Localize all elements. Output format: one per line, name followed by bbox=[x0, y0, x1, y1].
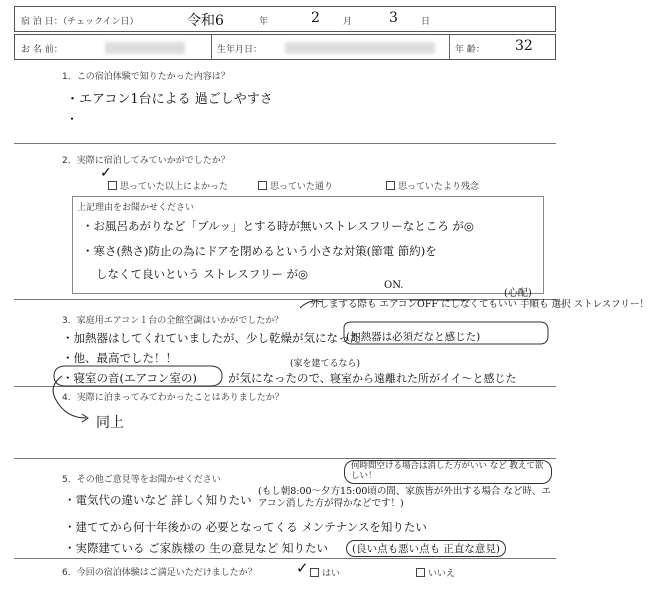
q1-question: 1．この宿泊体験で知りたかった内容は？ bbox=[62, 72, 230, 82]
annotation-oval-aircon bbox=[54, 366, 222, 386]
name-label: お 名 前： bbox=[21, 45, 63, 55]
month-value: 2 bbox=[311, 10, 320, 26]
q3-line3-suffix: 寝室から遠離れた所がイイ〜と感じた bbox=[330, 372, 517, 385]
q6-checkmark: ✓ bbox=[296, 559, 309, 577]
annotation-arrow bbox=[300, 301, 322, 308]
q2-question: 2．実際に宿泊してみていかがでしたか？ bbox=[62, 156, 230, 166]
stay-date-label: 宿 泊 日：（チェックイン日） bbox=[21, 17, 139, 27]
q5-line1-note: (もし朝8:00〜夕方15:00頃の間、家族皆が外出する場合 など時、エアコン消した方が得かなどです！) bbox=[258, 486, 551, 509]
q3-line1: ・加熱器はしてくれていましたが、少し乾燥が気になった bbox=[62, 331, 361, 345]
year-label: 年 bbox=[259, 17, 269, 27]
month-label: 月 bbox=[343, 17, 353, 27]
q4-answer: 同上 bbox=[96, 415, 124, 431]
q2-option-1[interactable]: 思っていた以上によかった bbox=[108, 179, 228, 192]
q2-checkmark: ✓ bbox=[100, 165, 112, 181]
q1-answer: ・エアコン1台による 過ごしやすさ bbox=[66, 92, 273, 107]
q6-option-no[interactable]: いいえ bbox=[416, 566, 455, 579]
q5-line2: ・建ててから何十年後かの 必要となってくる メンテナンスを知りたい bbox=[64, 520, 427, 534]
q3-line3-note-above: (家を建てるなら) bbox=[290, 359, 361, 369]
q2-reason-line3: しなくて良いという ストレスフリー が◎ bbox=[96, 267, 309, 281]
q5-line3-note: (良い点も悪い点も 正直な意見) bbox=[346, 540, 506, 557]
q5-line3: ・実際建ている ご家族様の 生の意見など 知りたい bbox=[64, 541, 328, 555]
q3-question: 3．家庭用エアコン１台の全館空調はいかがでしたか？ bbox=[62, 316, 284, 326]
q2-reason-line1: ・お風呂あがりなど「ブルッ」とする時が無いストレスフリーなところ が◎ bbox=[82, 219, 474, 233]
q5-note-top: 何時間空ける場合は消した方がいい など 教えて欲しい！ bbox=[351, 461, 544, 481]
q2-reason-line2: ・寒さ(熱さ)防止の為にドアを閉めるという小さな対策(節電 節約)を bbox=[82, 244, 437, 258]
q6-question: 6．今回の宿泊体験はご満足いただけましたか？ bbox=[62, 568, 257, 578]
q3-line1-note: (加熱器は必須だなと感じた) bbox=[346, 331, 481, 343]
q2-option-2[interactable]: 思っていた通り bbox=[258, 179, 333, 192]
q6-option-yes[interactable]: はい bbox=[310, 566, 340, 579]
age-label: 年 齢： bbox=[455, 45, 485, 55]
q2-option-3[interactable]: 思っていたより残念 bbox=[386, 179, 479, 192]
annotation-oval-line1-note bbox=[344, 322, 548, 344]
q2-reason-title: 上記理由をお聞かせください bbox=[77, 203, 195, 213]
q3-overlay-top: 外しまする際も エアコンOFF にしなくてもいい 手順も 選択 ストレスフリー！ bbox=[310, 299, 649, 310]
dob-label: 生年月日： bbox=[217, 45, 263, 55]
q5-question: 5．その他ご意見等をお聞かせください bbox=[62, 475, 221, 485]
q3-line3-prefix: ・寝室の音(エアコン室の) bbox=[62, 371, 197, 385]
q3-overlay-on: ON. bbox=[384, 280, 404, 291]
stay-era: 令和6 bbox=[187, 13, 224, 29]
annotation-q3-loop bbox=[53, 376, 86, 418]
q4-question: 4．実際に泊まってみてわかったことはありましたか？ bbox=[62, 393, 284, 403]
q3-overlay-shinpai: (心配) bbox=[504, 288, 532, 299]
q5-line1: ・電気代の違いなど 詳しく知りたい bbox=[64, 493, 252, 507]
day-label: 日 bbox=[421, 17, 431, 27]
q3-line3-mid: が気になったので、 bbox=[228, 371, 332, 385]
age-value: 32 bbox=[515, 38, 533, 54]
q1-bullet2: ・ bbox=[66, 112, 79, 126]
day-value: 3 bbox=[389, 10, 398, 26]
q3-line2: ・他、最高でした！！ bbox=[62, 351, 177, 365]
